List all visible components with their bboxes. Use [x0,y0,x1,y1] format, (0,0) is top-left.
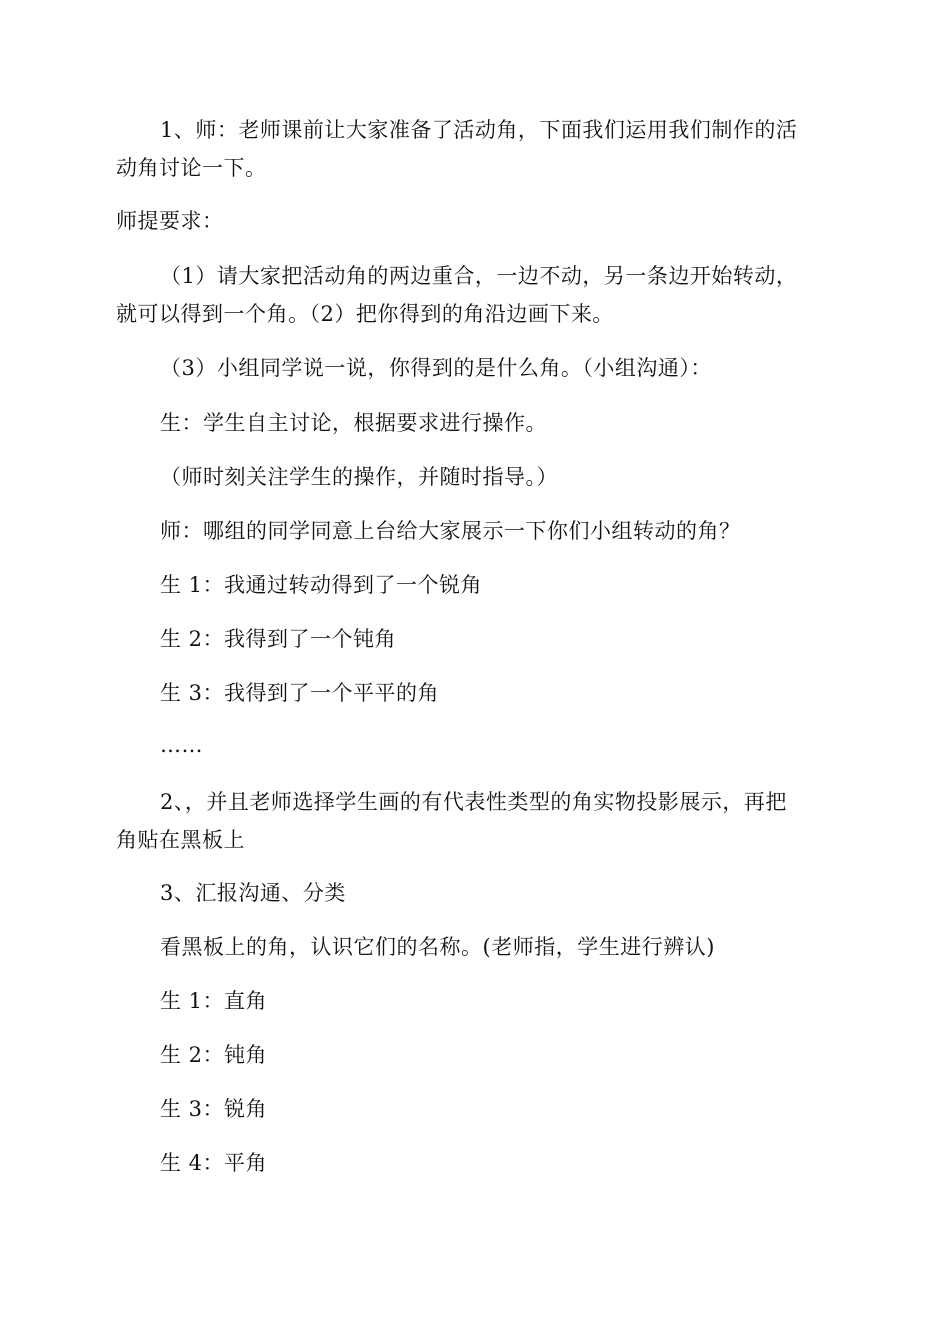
teacher-guidance-note: （师时刻关注学生的操作，并随时指导。） [160,465,558,489]
student-3-answer: 生 3：我得到了一个平平的角 [160,681,440,705]
requirement-1-line-2: 就可以得到一个角。（2）把你得到的角沿边画下来。 [116,302,614,326]
student-4-straight-angle: 生 4：平角 [160,1151,268,1175]
requirement-3: （3）小组同学说一说，你得到的是什么角。（小组沟通）： [160,356,712,380]
student-discussion: 生：学生自主讨论，根据要求进行操作。 [160,411,547,435]
paragraph-1-line-2: 动角讨论一下。 [116,156,267,180]
ellipsis: …… [160,733,203,757]
student-1-right-angle: 生 1：直角 [160,989,268,1013]
teacher-question: 师：哪组的同学同意上台给大家展示一下你们小组转动的角？ [160,519,741,543]
section-3-heading: 3、汇报沟通、分类 [160,881,346,905]
student-2-obtuse-angle: 生 2：钝角 [160,1043,268,1067]
paragraph-2-line-2: 角贴在黑板上 [116,828,245,852]
student-3-acute-angle: 生 3：锐角 [160,1097,268,1121]
student-1-answer: 生 1：我通过转动得到了一个锐角 [160,573,483,597]
student-2-answer: 生 2：我得到了一个钝角 [160,627,397,651]
teacher-requirements-heading: 师提要求： [116,209,224,233]
paragraph-1-line-1: 1、师：老师课前让大家准备了活动角，下面我们运用我们制作的活 [160,118,798,142]
paragraph-2-line-1: 2、，并且老师选择学生画的有代表性类型的角实物投影展示，再把 [160,790,787,814]
requirement-1-line-1: （1）请大家把活动角的两边重合，一边不动，另一条边开始转动， [160,264,798,288]
blackboard-instruction: 看黑板上的角，认识它们的名称。(老师指，学生进行辨认) [160,935,715,959]
